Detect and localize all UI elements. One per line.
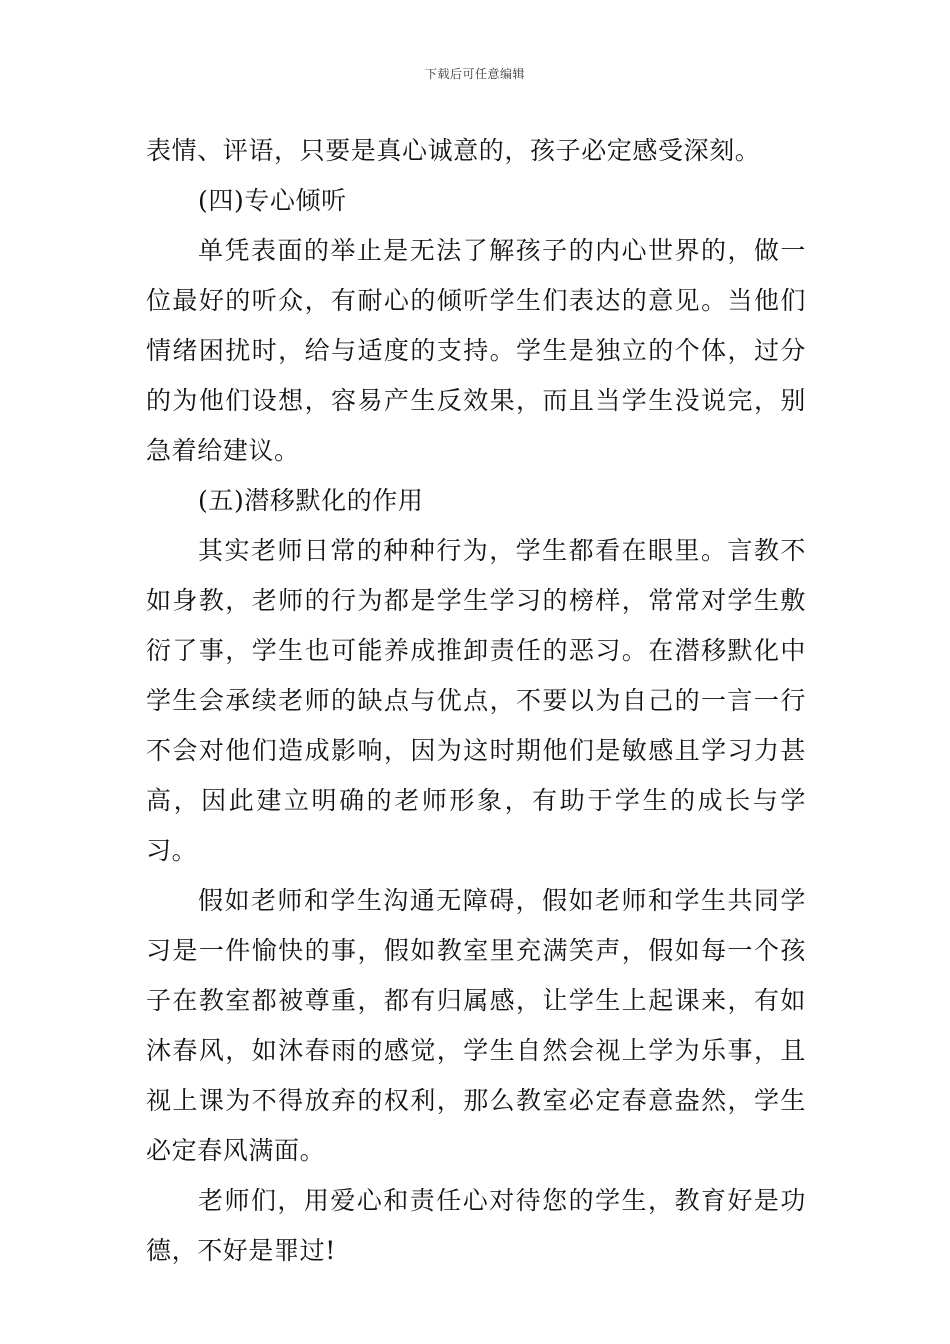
paragraph-continuation: 表情、评语，只要是真心诚意的，孩子必定感受深刻。	[146, 136, 761, 165]
paragraph-listening: 单凭表面的举止是无法了解孩子的内心世界的，做一位最好的听众，有耐心的倾听学生们表达的意见。当他们情绪困扰时，给与适度的支持。学生是独立的个体，过分的为他们设想，容易产生反效果，而且当学生没说完，别急着给建议。	[146, 236, 806, 465]
section-heading-5: (五)潜移默化的作用	[198, 486, 424, 515]
paragraph-classroom: 假如老师和学生沟通无障碍，假如老师和学生共同学习是一件愉快的事，假如教室里充满笑声，假如每一个孩子在教室都被尊重，都有归属感，让学生上起课来，有如沐春风，如沐春雨的感觉，学生自然会视上学为乐事，且视上课为不得放弃的权利，那么教室必定春意盎然，学生必定春风满面。	[146, 886, 806, 1165]
document-body	[146, 126, 806, 1276]
paragraph-conclusion: 老师们，用爱心和责任心对待您的学生，教育好是功德，不好是罪过!	[146, 1186, 806, 1265]
paragraph-influence: 其实老师日常的种种行为，学生都看在眼里。言教不如身教，老师的行为都是学生学习的榜样，常常对学生敷衍了事，学生也可能养成推卸责任的恶习。在潜移默化中学生会承续老师的缺点与优点，不要以为自己的一言一行不会对他们造成影响，因为这时期他们是敏感且学习力甚高，因此建立明确的老师形象，有助于学生的成长与学习。	[146, 536, 806, 865]
section-heading-4: (四)专心倾听	[198, 186, 347, 215]
page-header: 下载后可任意编辑	[424, 67, 525, 81]
